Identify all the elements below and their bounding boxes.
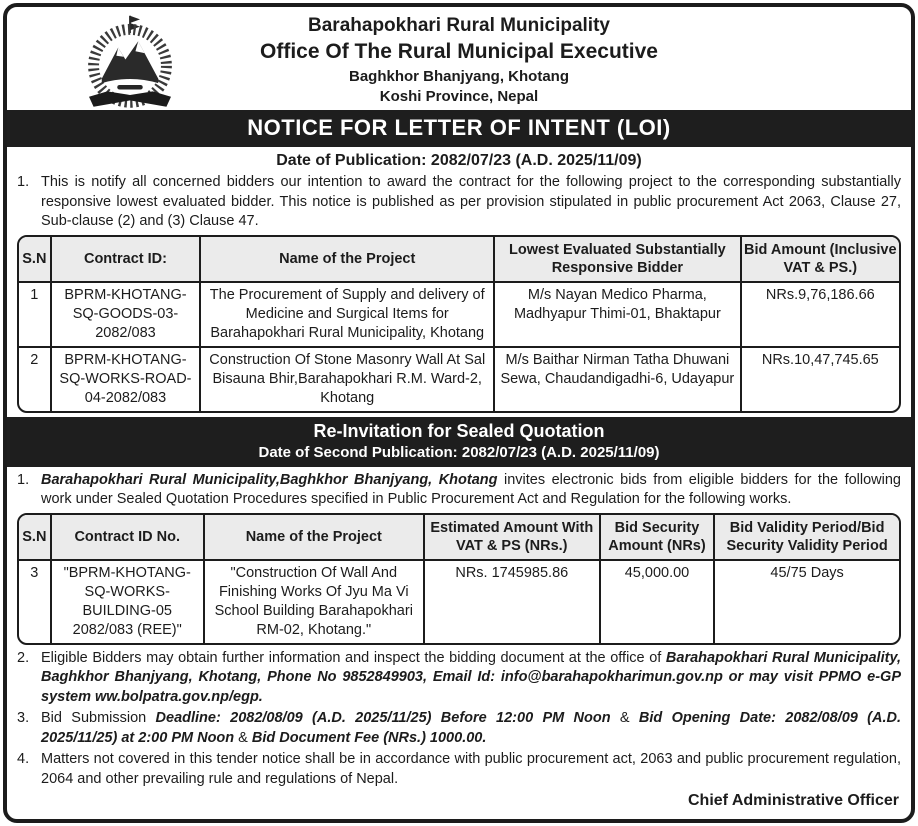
text-segment: Eligible Bidders may obtain further information and inspect the bidding document at the office of <box>41 649 666 666</box>
table-cell: BPRM-KHOTANG-SQ-GOODS-03-2082/083 <box>51 282 201 347</box>
table-cell: NRs.9,76,186.66 <box>741 282 899 347</box>
table-cell: 3 <box>19 560 51 643</box>
loi-section <box>7 150 911 413</box>
text-segment: Bid Opening Date: 2082/08/09 (A.D. 2025/11/25) at 2:00 PM Noon <box>41 710 901 746</box>
table-cell: 2 <box>19 347 51 411</box>
reinvitation-table-frame <box>17 513 901 645</box>
clause-number: 3. <box>17 710 30 726</box>
table-row <box>19 347 899 411</box>
table-cell: "Construction Of Wall And Finishing Works Of Jyu Ma Vi School Building Barahapokhari RM-02, Khotang." <box>204 560 424 643</box>
text-segment: & <box>610 710 639 726</box>
table-cell: M/s Nayan Medico Pharma, Madhyapur Thimi-01, Bhaktapur <box>494 282 740 347</box>
column-header: Bid Validity Period/Bid Security Validity Period <box>714 515 899 560</box>
clause-text <box>41 471 901 510</box>
column-header: Bid Amount (Inclusive VAT & PS.) <box>741 237 899 282</box>
loi-banner: NOTICE FOR LETTER OF INTENT (LOI) <box>7 110 911 147</box>
reinvitation-banner <box>7 417 911 467</box>
clause-text <box>41 649 901 708</box>
table-cell: 45,000.00 <box>600 560 714 643</box>
clause-text: This is notify all concerned bidders our intention to award the contract for the following project to the corresponding substantially responsive lowest evaluated bidder. This notice is published as per provision stipulated in public procurement Act 2063, Clause 27, Sub-clause (2) and (3) Clause 47. <box>41 174 901 229</box>
column-header: Estimated Amount With VAT & PS (NRs.) <box>424 515 600 560</box>
text-segment: invites electronic bids from eligible bidders for the following work under Sealed Quotation Procedures specified in Public Procurement Act and Regulation for the following works. <box>41 471 902 507</box>
note-clause-3 <box>17 709 901 748</box>
clause-number: 4. <box>17 751 30 767</box>
column-header: S.N <box>19 515 51 560</box>
column-header: Contract ID No. <box>51 515 204 560</box>
reinvitation-title: Re-Invitation for Sealed Quotation <box>313 420 605 441</box>
reinvitation-clause-1 <box>17 471 901 510</box>
text-segment: Bid Document Fee (NRs.) 1000.00. <box>251 729 487 746</box>
column-header: Lowest Evaluated Substantially Responsive Bidder <box>494 237 740 282</box>
note-clause-4 <box>17 750 901 789</box>
table-cell: Construction Of Stone Masonry Wall At Sal Bisauna Bhir,Barahapokhari R.M. Ward-2, Khotang <box>200 347 494 411</box>
reinvitation-section <box>7 471 911 811</box>
text-segment: Matters not covered in this tender notice shall be in accordance with public procurement act, 2063 and public procurement regulation, 2064 and other prevailing rule and regulations of Nepal. <box>41 751 901 787</box>
column-header: Name of the Project <box>200 237 494 282</box>
clause-text <box>41 750 901 789</box>
column-header: Contract ID: <box>51 237 201 282</box>
note-clause-2 <box>17 649 901 708</box>
table-cell: 45/75 Days <box>770 564 844 581</box>
notice-document <box>3 3 915 823</box>
text-segment: Barahapokhari Rural Municipality, Baghkhor Bhanjyang, Khotang, Phone No 9852849903, Email Id: info@barahapokharimun.gov.np or may visit PPMO e-GP system ww.bolpatra.gov.np/egp. <box>41 649 901 705</box>
table-cell: 1 <box>19 282 51 347</box>
office-name: Office Of The Rural Municipal Executive <box>260 40 658 63</box>
text-segment: & <box>234 729 252 746</box>
signature-line: Chief Administrative Officer <box>687 792 899 809</box>
table-header-row <box>19 237 899 282</box>
nepal-coat-of-arms-icon <box>69 13 191 115</box>
office-address: Baghkhor Bhanjyang, Khotang <box>348 68 569 85</box>
table-cell: The Procurement of Supply and delivery of Medicine and Surgical Items for Barahapokhari Rural Municipality, Khotang <box>200 282 494 347</box>
reinvitation-table <box>19 515 899 643</box>
document-header <box>7 7 911 110</box>
column-header: S.N <box>19 237 51 282</box>
table-header-row <box>19 515 899 560</box>
clause-number: 1. <box>17 471 30 488</box>
municipality-name: Barahapokhari Rural Municipality <box>308 15 610 36</box>
loi-clause-1 <box>17 173 901 232</box>
publication-date: Date of Publication: 2082/07/23 (A.D. 2025/11/09) <box>276 152 642 169</box>
table-cell: M/s Baithar Nirman Tatha Dhuwani Sewa, Chaudandigadhi-6, Udayapur <box>494 347 740 411</box>
loi-table <box>19 237 899 411</box>
province-line: Koshi Province, Nepal <box>379 88 539 105</box>
table-cell: NRs. 1745985.86 <box>424 560 600 643</box>
text-segment: Deadline: 2082/08/09 (A.D. 2025/11/25) Before 12:00 PM Noon <box>155 710 611 726</box>
column-header: Bid Security Amount (NRs) <box>600 515 714 560</box>
clause-text <box>41 709 901 748</box>
clause-number: 2. <box>17 649 30 666</box>
column-header: Name of the Project <box>204 515 424 560</box>
clause-number: 1. <box>17 174 30 190</box>
table-cell: BPRM-KHOTANG-SQ-WORKS-ROAD-04-2082/083 <box>51 347 201 411</box>
loi-table-frame <box>17 235 901 413</box>
second-publication-date: Date of Second Publication: 2082/07/23 (A.D. 2025/11/09) <box>258 443 660 461</box>
table-cell: NRs.10,47,745.65 <box>761 351 879 368</box>
table-row <box>19 560 899 643</box>
text-segment: Barahapokhari Rural Municipality,Baghkhor Bhanjyang, Khotang <box>41 471 498 488</box>
table-row <box>19 282 899 347</box>
text-segment: Bid Submission <box>41 710 156 726</box>
table-cell: "BPRM-KHOTANG-SQ-WORKS-BUILDING-05 2082/083 (REE)" <box>51 560 204 643</box>
